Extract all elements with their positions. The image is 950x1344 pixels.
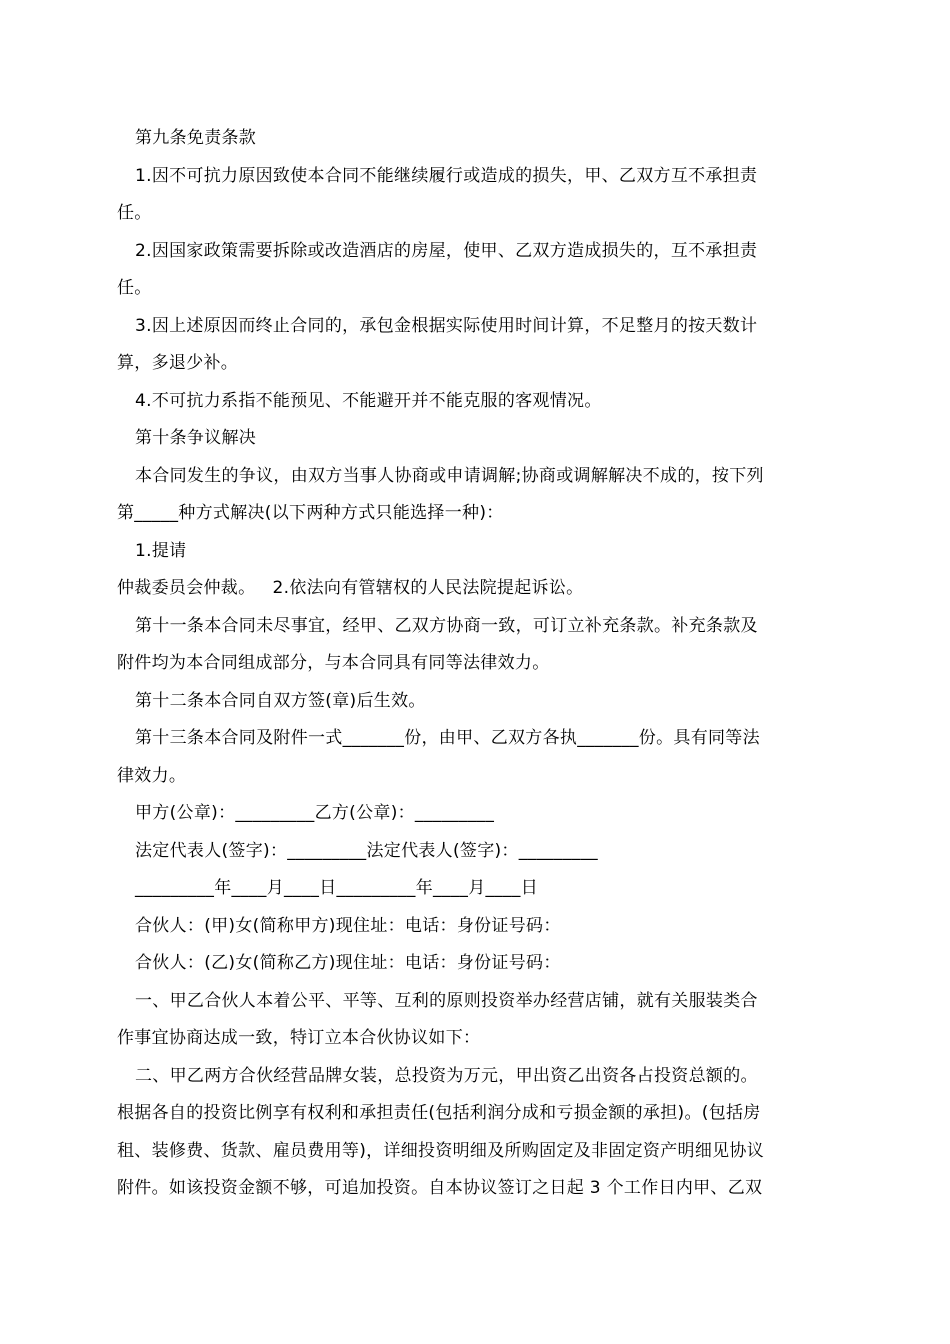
date-line: _________年____月____日_________年____月____日 <box>135 878 538 898</box>
article-10-option-1: 1.提请 <box>135 541 187 561</box>
article-10-text-cont: 第_____种方式解决(以下两种方式只能选择一种)： <box>117 503 504 523</box>
article-12-text: 第十二条本合同自双方签(章)后生效。 <box>135 691 426 711</box>
article-9-item-1-cont: 任。 <box>117 203 152 223</box>
article-9-heading: 第九条免责条款 <box>135 128 257 148</box>
partner-b-line: 合伙人：(乙)女(简称乙方)现住址：电话：身份证号码： <box>135 953 561 973</box>
article-10-text: 本合同发生的争议，由双方当事人协商或申请调解;协商或调解解决不成的，按下列 <box>135 466 764 486</box>
legal-rep-line: 法定代表人(签字)：_________法定代表人(签字)：_________ <box>135 841 598 861</box>
clause-1-text: 一、甲乙合伙人本着公平、平等、互利的原则投资举办经营店铺，就有关服装类合 <box>135 991 758 1011</box>
article-13-text-cont: 律效力。 <box>117 766 187 786</box>
clause-2-text-cont-1: 根据各自的投资比例享有权利和承担责任(包括利润分成和亏损金额的承担)。(包括房 <box>117 1103 761 1123</box>
article-9-item-4: 4.不可抗力系指不能预见、不能避开并不能克服的客观情况。 <box>135 391 602 411</box>
article-9-item-2-cont: 任。 <box>117 278 152 298</box>
article-9-item-1: 1.因不可抗力原因致使本合同不能继续履行或造成的损失，甲、乙双方互不承担责 <box>135 166 758 186</box>
party-seal-line: 甲方(公章)：_________乙方(公章)：_________ <box>135 803 495 823</box>
article-9-item-2: 2.因国家政策需要拆除或改造酒店的房屋，使甲、乙双方造成损失的，互不承担责 <box>135 241 758 261</box>
article-11-text-cont: 附件均为本合同组成部分，与本合同具有同等法律效力。 <box>117 653 550 673</box>
clause-2-text: 二、甲乙两方合伙经营品牌女装，总投资为万元，甲出资乙出资各占投资总额的。 <box>135 1066 758 1086</box>
article-10-heading: 第十条争议解决 <box>135 428 257 448</box>
partner-a-line: 合伙人：(甲)女(简称甲方)现住址：电话：身份证号码： <box>135 916 561 936</box>
clause-2-text-cont-3: 附件。如该投资金额不够，可追加投资。自本协议签订之日起 3 个工作日内甲、乙双 <box>117 1178 763 1198</box>
article-9-item-3-cont: 算，多退少补。 <box>117 353 239 373</box>
article-13-text: 第十三条本合同及附件一式_______份，由甲、乙双方各执_______份。具有同等法 <box>135 728 760 748</box>
article-11-text: 第十一条本合同未尽事宜，经甲、乙双方协商一致，可订立补充条款。补充条款及 <box>135 616 758 636</box>
article-10-option-2: 仲裁委员会仲裁。 2.依法向有管辖权的人民法院提起诉讼。 <box>117 578 584 598</box>
clause-2-text-cont-2: 租、装修费、货款、雇员费用等)，详细投资明细及所购固定及非固定资产明细见协议 <box>117 1141 765 1161</box>
article-9-item-3: 3.因上述原因而终止合同的，承包金根据实际使用时间计算，不足整月的按天数计 <box>135 316 758 336</box>
clause-1-text-cont: 作事宜协商达成一致，特订立本合伙协议如下： <box>117 1028 481 1048</box>
